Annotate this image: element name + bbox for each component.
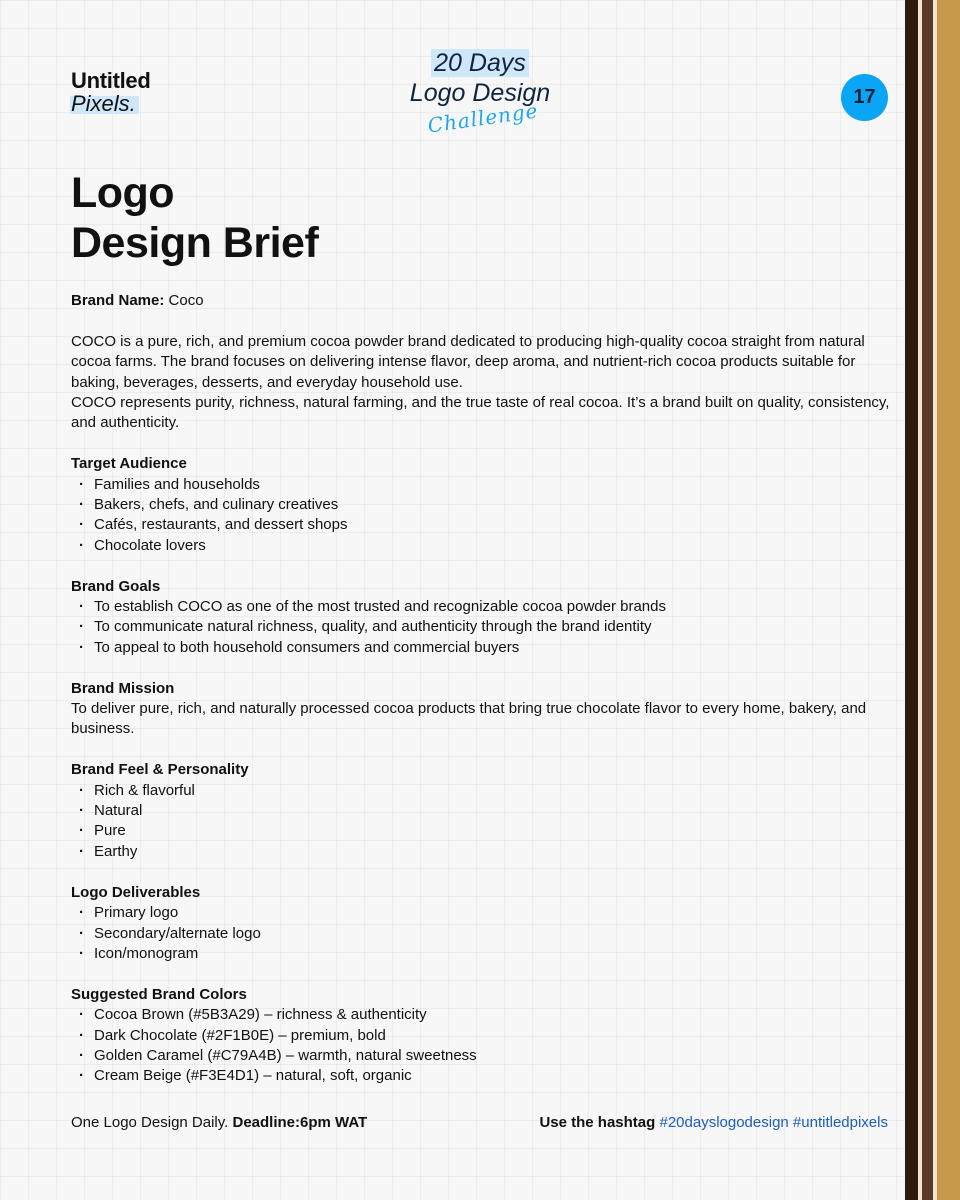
list-item: · To establish COCO as one of the most trusted and recognizable cocoa powder brands xyxy=(71,597,891,617)
list-item: · Bakers, chefs, and culinary creatives xyxy=(71,495,891,515)
list-item: · Cream Beige (#F3E4D1) – natural, soft, organic xyxy=(71,1066,891,1086)
brand-color-stripes xyxy=(905,0,960,1200)
list-item: · Pure xyxy=(71,821,891,841)
brand-goals-heading: Brand Goals xyxy=(71,577,161,595)
brand-goals-list xyxy=(71,597,891,658)
challenge-script: Challenge xyxy=(426,98,540,138)
footer-tagline: One Logo Design Daily. xyxy=(71,1114,229,1131)
list-item: · Golden Caramel (#C79A4B) – warmth, natural sweetness xyxy=(71,1046,891,1066)
list-item: · Dark Chocolate (#2F1B0E) – premium, bold xyxy=(71,1026,891,1046)
list-item: · Chocolate lovers xyxy=(71,536,891,556)
brand-name-row xyxy=(71,291,891,311)
brand-colors-list xyxy=(71,1005,891,1087)
list-item: · Natural xyxy=(71,801,891,821)
title-line-1: Logo xyxy=(71,169,175,217)
list-item: · To communicate natural richness, quality, and authenticity through the brand identity xyxy=(71,617,891,637)
stripe-dark-chocolate xyxy=(905,0,918,1200)
list-item: · Primary logo xyxy=(71,903,891,923)
untitled-pixels-logo xyxy=(71,70,150,115)
list-item: · Rich & flavorful xyxy=(71,781,891,801)
brand-mission-heading: Brand Mission xyxy=(71,679,175,697)
logo-line-2: Pixels. xyxy=(71,91,136,116)
page-title xyxy=(71,168,318,268)
list-item: · Families and households xyxy=(71,475,891,495)
logo-deliverables-list xyxy=(71,903,891,964)
stripe-golden-caramel xyxy=(937,0,960,1200)
target-audience-list xyxy=(71,475,891,557)
day-number-badge: 17 xyxy=(841,74,888,121)
list-item: · Cocoa Brown (#5B3A29) – richness & authenticity xyxy=(71,1005,891,1025)
brand-feel-list xyxy=(71,781,891,863)
list-item: · Cafés, restaurants, and dessert shops xyxy=(71,515,891,535)
challenge-line-1: 20 Days xyxy=(400,48,560,78)
description-paragraph-2: COCO represents purity, richness, natural farming, and the true taste of real cocoa. It’s a brand built on quality, consistency, and authenticity. xyxy=(71,394,890,432)
list-item: · Earthy xyxy=(71,842,891,862)
brand-feel-heading: Brand Feel & Personality xyxy=(71,761,249,779)
list-item: · To appeal to both household consumers and commercial buyers xyxy=(71,638,891,658)
footer-right xyxy=(539,1113,888,1133)
brief-content xyxy=(71,291,891,1087)
footer-left xyxy=(71,1113,367,1133)
challenge-logo xyxy=(400,48,560,138)
stripe-cocoa-brown xyxy=(922,0,933,1200)
challenge-line-2: Logo Design xyxy=(409,79,551,107)
hashtags: #20dayslogodesign #untitledpixels xyxy=(659,1114,888,1131)
logo-deliverables-heading: Logo Deliverables xyxy=(71,883,201,901)
brand-mission-text: To deliver pure, rich, and naturally processed cocoa products that bring true chocolate flavor to every home, bakery, and business. xyxy=(71,700,867,738)
footer-deadline: Deadline:6pm WAT xyxy=(232,1114,368,1131)
description-paragraph-1: COCO is a pure, rich, and premium cocoa powder brand dedicated to producing high-quality cocoa straight from natural cocoa farms. The brand focuses on delivering intense flavor, deep aroma, and nutrient-rich cocoa products suitable for baking, beverages, desserts, and everyday household use. xyxy=(71,332,865,391)
brand-name-label: Brand Name: xyxy=(71,292,165,309)
title-line-2: Design Brief xyxy=(71,219,319,267)
list-item: · Icon/monogram xyxy=(71,944,891,964)
logo-line-1: Untitled xyxy=(71,68,151,93)
target-audience-heading: Target Audience xyxy=(71,455,187,473)
list-item: · Secondary/alternate logo xyxy=(71,924,891,944)
hashtag-label: Use the hashtag xyxy=(539,1114,656,1131)
brand-colors-heading: Suggested Brand Colors xyxy=(71,985,247,1003)
brand-name-value: Coco xyxy=(168,292,204,309)
